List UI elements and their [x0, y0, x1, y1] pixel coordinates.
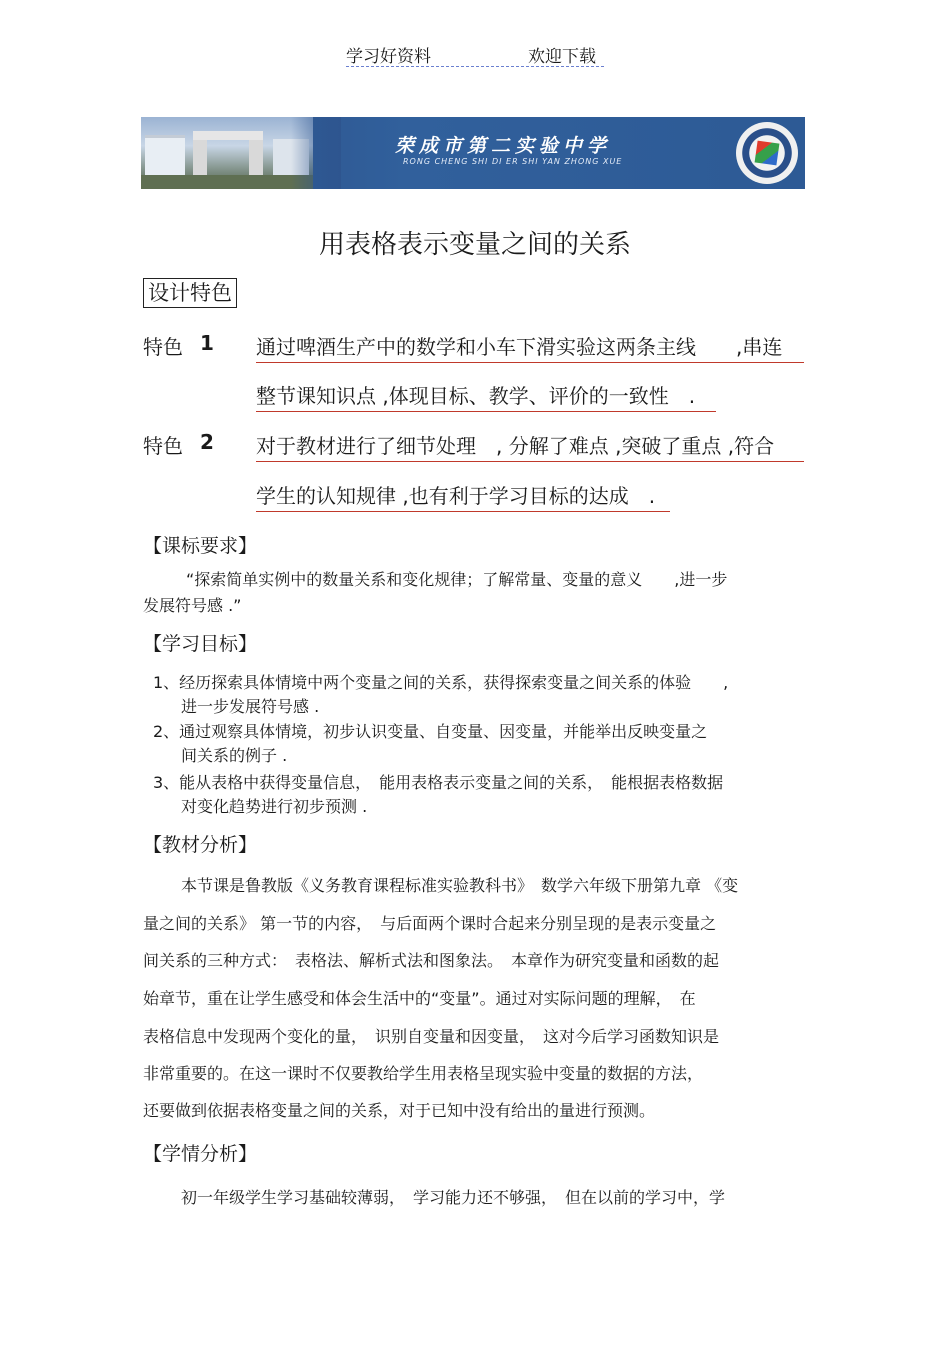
feature-2-line-1: 对于教材进行了细节处理 , 分解了难点 ,突破了重点 ,符合 [256, 430, 804, 462]
feature-1-line-1: 通过啤酒生产中的数学和小车下滑实验这两条主线 ,串连 [256, 331, 804, 363]
goal-item-2-cont: 间关系的例子 . [181, 746, 288, 765]
goal-item-2: 2、通过观察具体情境，初步认识变量、自变量、因变量，并能举出反映变量之 [153, 722, 708, 741]
feature-1-label: 特色 [143, 335, 183, 359]
textbook-line-2: 量之间的关系》 第一节的内容， 与后面两个课时合起来分别呈现的是表示变量之 [143, 914, 717, 933]
header-right-text: 欢迎下载 [528, 47, 596, 67]
students-heading: 【学情分析】 [143, 1143, 258, 1165]
standard-line-1: “探索简单实例中的数量关系和变化规律；了解常量、变量的意义 ,进一步 [186, 570, 728, 589]
school-banner [141, 117, 805, 189]
school-name: 荣成市第二实验中学 [395, 135, 612, 157]
goal-item-3-cont: 对变化趋势进行初步预测 . [181, 797, 368, 816]
design-features-label: 设计特色 [143, 278, 237, 308]
document-title: 用表格表示变量之间的关系 [318, 230, 631, 260]
feature-1-line-2: 整节课知识点 ,体现目标、教学、评价的一致性 . [256, 380, 716, 412]
textbook-heading: 【教材分析】 [143, 834, 258, 856]
feature-2-label: 特色 [143, 434, 183, 458]
standard-line-2: 发展符号感 .” [143, 596, 242, 615]
school-gate-photo [141, 117, 313, 189]
textbook-line-5: 表格信息中发现两个变化的量， 识别自变量和因变量， 这对今后学习函数知识是 [143, 1027, 720, 1046]
textbook-line-6: 非常重要的。在这一课时不仅要教给学生用表格呈现实验中变量的数据的方法， [143, 1064, 704, 1083]
goal-item-1: 1、经历探索具体情境中两个变量之间的关系，获得探索变量之间关系的体验 , [153, 673, 729, 692]
textbook-line-7: 还要做到依据表格变量之间的关系，对于已知中没有给出的量进行预测。 [143, 1101, 656, 1120]
goal-item-3: 3、能从表格中获得变量信息， 能用表格表示变量之间的关系， 能根据表格数据 [153, 773, 724, 792]
textbook-line-1: 本节课是鲁教版《义务教育课程标准实验教科书》 数学六年级下册第九章 《变 [181, 876, 739, 895]
goal-item-1-cont: 进一步发展符号感 . [181, 697, 320, 716]
students-line-1: 初一年级学生学习基础较薄弱， 学习能力还不够强， 但在以前的学习中，学 [181, 1188, 726, 1207]
page-header [346, 40, 604, 67]
standard-heading: 【课标要求】 [143, 535, 258, 557]
feature-2-number: 2 [200, 430, 214, 454]
textbook-line-4: 始章节，重在让学生感受和体会生活中的“变量”。通过对实际问题的理解， 在 [143, 989, 696, 1008]
header-left-text: 学习好资料 [346, 47, 431, 67]
school-name-pinyin: RONG CHENG SHI DI ER SHI YAN ZHONG XUE [403, 157, 623, 166]
goals-heading: 【学习目标】 [143, 633, 258, 655]
feature-1-number: 1 [200, 331, 214, 355]
school-emblem-icon [736, 122, 798, 184]
textbook-line-3: 间关系的三种方式： 表格法、解析式法和图象法。 本章作为研究变量和函数的起 [143, 951, 720, 970]
feature-2-line-2: 学生的认知规律 ,也有利于学习目标的达成 . [256, 480, 670, 512]
